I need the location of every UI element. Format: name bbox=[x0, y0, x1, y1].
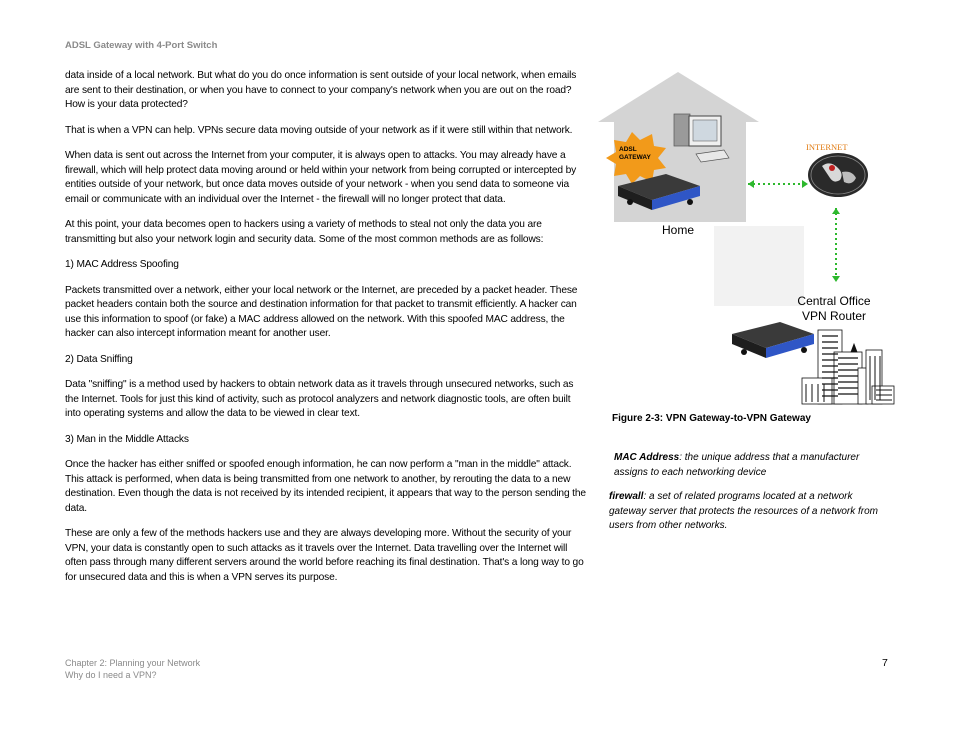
glossary-term: MAC Address bbox=[614, 452, 680, 463]
section-heading: 1) MAC Address Spoofing bbox=[65, 259, 179, 270]
paragraph: Packets transmitted over a network, either your local network or the Internet, are preceded by a packet header. These packet headers contain both the source and destination information for that packet to transmit efficiently. A hacker can use this information to spoof (or fake) a MAC address allowed on the network. With this spoofed MAC address, the hacker can also intercept information meant for another user. bbox=[65, 284, 578, 339]
footer-chapter: Chapter 2: Planning your Network bbox=[65, 658, 201, 668]
vpn-router-line: VPN Router bbox=[801, 309, 867, 323]
paragraph: At this point, your data becomes open to hackers using a variety of methods to steal not only the data you are transmitting but also your network login and security data. Some of the most common methods are as follows: bbox=[65, 219, 544, 245]
city-buildings-icon bbox=[802, 330, 894, 404]
page-number: 7 bbox=[882, 657, 888, 669]
paragraph: That is when a VPN can help. VPNs secure data moving outside of your network as if it were still within that network. bbox=[65, 124, 573, 136]
figure-caption: Figure 2-3: VPN Gateway-to-VPN Gateway bbox=[612, 413, 811, 424]
glossary-term: firewall bbox=[609, 491, 644, 502]
glossary-definition: : the unique address that a manufacturer assigns to each networking device bbox=[614, 452, 860, 478]
ghost-building-icon bbox=[714, 226, 804, 306]
glossary-definition: : a set of related programs located at a network gateway server that protects the resources of a network from users from other networks. bbox=[609, 491, 879, 531]
home-label: Home bbox=[662, 223, 695, 237]
vpn-diagram bbox=[596, 68, 896, 408]
paragraph: When data is sent out across the Internet from your computer, it is always open to attacks. You may already have a firewall, which will help protect data moving around or held within your network from being corrupted or intercepted by entities outside of your network, but once data moves outside of your network - when you send data to someone via email or communicate with an individual over the Internet - the firewall will no longer protect that data. bbox=[65, 150, 577, 205]
glossary-entry-firewall bbox=[609, 490, 879, 534]
section-heading: 3) Man in the Middle Attacks bbox=[65, 433, 189, 445]
vpn-router-device-icon bbox=[732, 322, 814, 358]
footer-section: Why do I need a VPN? bbox=[65, 670, 157, 680]
paragraph: Data "sniffing" is a method used by hackers to obtain network data as it travels through unsecured networks, such as the Internet. Tools for just this kind of activity, such as protocol analyzers and network diagnostic tools, are often built into operating systems and allow the data to be viewed in clear text. bbox=[65, 379, 574, 419]
paragraph: Once the hacker has either sniffed or spoofed enough information, he can now perform a "man in the middle" attack. This attack is performed, when data is being transmitted from one network to another, by rerouting the data to a new destination. Even though the data is not received by its intended recipient, it appears that way to the person sending the data. bbox=[65, 459, 586, 514]
main-text bbox=[65, 69, 587, 596]
section-heading: 2) Data Sniffing bbox=[65, 353, 133, 365]
central-office-label bbox=[794, 294, 874, 324]
central-office-line: Central Office bbox=[797, 294, 871, 308]
paragraph: data inside of a local network. But what do you do once information is sent outside of your local network, when emails are sent to their destination, or when you have to connect to your company's network when you are out on the road? How is your data protected? bbox=[65, 70, 577, 110]
internet-label: INTERNET bbox=[806, 142, 848, 152]
glossary-entry-mac-address bbox=[614, 451, 884, 480]
adsl-gateway-label bbox=[619, 146, 659, 162]
gateway-label: GATEWAY bbox=[619, 154, 651, 161]
diagram-graphic bbox=[596, 68, 896, 408]
page-footer bbox=[65, 657, 200, 681]
internet-globe-icon bbox=[808, 153, 868, 197]
running-header: ADSL Gateway with 4-Port Switch bbox=[65, 40, 218, 51]
adsl-label: ADSL bbox=[619, 146, 637, 153]
paragraph: These are only a few of the methods hackers use and they are always developing more. Without the security of your VPN, your data is constantly open to such attacks as it travels over the Internet. Data travelling over the Internet will often pass through many different servers around the world before reaching its final destination. That's a long way to go for unsecured data and this is when a VPN serves its purpose. bbox=[65, 528, 584, 583]
